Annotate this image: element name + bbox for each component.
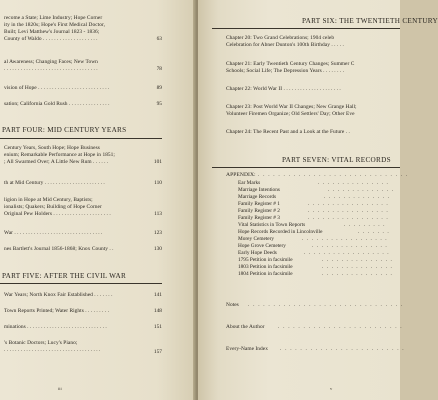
page-number: 123: [153, 230, 162, 236]
back-matter-about: About the Author: [226, 324, 265, 330]
section-heading: PART SEVEN: VITAL RECORDS: [282, 156, 391, 164]
right-page: [198, 0, 438, 400]
leader-dots: . . . . . . . . . . . . . . .: [322, 257, 393, 263]
leader-dots: . . . . . . . . . . . . . . .: [322, 271, 393, 277]
toc-entry: recome a State; Lime Industry; Hope Corner ity in the 1820s; Hope's First Medical Doctor, Built; Levi Matthew's Journal 1823 - 1836; County of Waldo . . . . . . . . . . . . . . . . . . . .: [4, 15, 105, 42]
page-number: 78: [156, 66, 162, 72]
leader-dots: . . . . . . . . . . . . . . . . .: [308, 208, 389, 214]
page-number: 110: [154, 180, 162, 186]
toc-entry: th at Mid Century . . . . . . . . . . . . . . . . . . . . . .: [4, 180, 105, 186]
list-item: Vital Statistics in Town Reports: [238, 222, 306, 228]
toc-entry: War . . . . . . . . . . . . . . . . . . . . . . . . . . . . . . . .: [4, 230, 103, 236]
divider: [212, 28, 400, 29]
toc-entry: Chapter 22: World War II . . . . . . . . . . . . . . . . . . . . .: [226, 86, 341, 92]
left-page: [0, 0, 196, 400]
leader-dots: . . . . . . . . . . . . . . . . . . . . . . . . .: [280, 346, 405, 352]
leader-dots: . . . . . . . . .: [344, 222, 386, 228]
appendix-title: APPENDIX:: [226, 172, 256, 178]
list-item: 1795 Petition in facsimile: [238, 257, 293, 263]
leader-dots: . . . . . . .: [358, 229, 390, 235]
toc-entry: Chapter 21: Early Twentieth Century Changes; Summer C Schools; Social Life; The Depression Years . . . . . . . .: [226, 61, 355, 74]
leader-dots: . . . . . . . . . . . . . . . . .: [308, 201, 389, 207]
page-folio: iii: [58, 386, 62, 391]
leader-dots: . . . . . . . . . . . . . . . . . . . . . . . . . . . . . .: [258, 172, 409, 178]
list-item: Hope Records Recorded in Lincolnville: [238, 229, 323, 235]
page-number: 148: [153, 308, 162, 314]
divider: [0, 283, 162, 284]
list-item: Family Register # 3: [238, 215, 280, 221]
leader-dots: . . . . . . . . . . . . . . . . . . . . . . . . . . . . . . .: [248, 302, 404, 308]
leader-dots: . . . . . . . . . . . . . . . . . . . . . . . . .: [278, 324, 403, 330]
toc-entry: al Awareness; Changing Faces; New Town . . . . . . . . . . . . . . . . . . . . . . . . . . . . . . . . . .: [4, 59, 98, 72]
toc-entry: vision of Hope . . . . . . . . . . . . . . . . . . . . . . . . . .: [4, 85, 110, 91]
page-number: 157: [153, 349, 162, 355]
leader-dots: . . . . . . . . . . . . . . .: [318, 180, 389, 186]
page-number: 130: [153, 246, 162, 252]
divider: [0, 138, 162, 139]
list-item: Marriage Records: [238, 194, 277, 200]
list-item: Marriage Intentions: [238, 187, 280, 193]
leader-dots: . . . . . . . . . . . . . . .: [322, 264, 393, 270]
list-item: Morey Cemetery: [238, 236, 275, 242]
page-number: 151: [153, 324, 162, 330]
toc-entry: nes Bartlett's Journal 1856-1868; Knox County . .: [4, 246, 114, 252]
list-item: Hope Grove Cemetery: [238, 243, 286, 249]
page-number: 63: [156, 36, 162, 42]
leader-dots: . . . . . . . . . . . . . . . .: [312, 243, 388, 249]
page-number: 141: [153, 292, 162, 298]
leader-dots: . . . . . . . . . . . . . . . . . .: [302, 236, 388, 242]
leader-dots: . . . . . . . . . . . . . . . . . .: [304, 250, 390, 256]
page-number: 95: [156, 101, 162, 107]
list-item: 1804 Petition in facsimile: [238, 271, 293, 277]
page-number: 89: [156, 85, 162, 91]
toc-entry: Century Years, South Hope; Hope Business enium; Remarkable Performance at Hope in 1851; ; All Swarmed Over; A Little New Rum . . . . . .: [4, 145, 115, 165]
list-item: Family Register # 1: [238, 201, 280, 207]
section-heading: PART FOUR: MID CENTURY YEARS: [2, 126, 127, 134]
page-number: 113: [154, 211, 162, 217]
toc-entry: sation; California Gold Rush . . . . . . . . . . . . . . .: [4, 101, 110, 107]
leader-dots: . . . . . . . . . . . . . .: [324, 194, 391, 200]
leader-dots: . . . . . . . . . . . . . .: [328, 187, 395, 193]
toc-entry: Town Reports Printed; Water Rights . . . . . . . . .: [4, 308, 110, 314]
toc-entry: 's Botanic Doctors; Lucy's Piano; . . . . . . . . . . . . . . . . . . . . . . . . . . . . . . . . . . .: [4, 340, 101, 353]
back-matter-notes: Notes: [226, 302, 239, 308]
toc-entry: War Years; North Knox Fair Established . . . . . . .: [4, 292, 113, 298]
toc-entry: Chapter 24: The Recent Past and a Look at the Future . .: [226, 129, 350, 135]
page-number: 101: [153, 159, 162, 165]
toc-entry: ligion in Hope at Mid Century, Baptists; ionalists; Quakers; Building of Hope Corner Original Pew Holders . . . . . . . . . . . . . . . . . . . . .: [4, 197, 111, 217]
list-item: 1803 Petition in facsimile: [238, 264, 293, 270]
toc-entry: minations . . . . . . . . . . . . . . . . . . . . . . . . . . . . .: [4, 324, 107, 330]
section-heading: PART FIVE: AFTER THE CIVIL WAR: [2, 272, 127, 280]
list-item: Ear Marks: [238, 180, 261, 186]
divider: [212, 167, 400, 168]
page-folio: v: [330, 386, 333, 391]
leader-dots: . . . . . . . . . . . . . . . . .: [308, 215, 389, 221]
list-item: Family Register # 2: [238, 208, 280, 214]
toc-entry: Chapter 23: Post World War II Changes; New Grange Hall; Volunteer Firemen Organize; Old Settlers' Day; Other Eve: [226, 104, 357, 117]
section-heading: PART SIX: THE TWENTIETH CENTURY: [302, 17, 438, 25]
list-item: Early Hope Deeds: [238, 250, 277, 256]
back-matter-index: Every-Name Index: [226, 346, 268, 352]
toc-entry: Chapter 20: Two Grand Celebrations; 1904 celeb Celebration for Abner Dunton's 100th Birthday . . . . .: [226, 35, 344, 48]
